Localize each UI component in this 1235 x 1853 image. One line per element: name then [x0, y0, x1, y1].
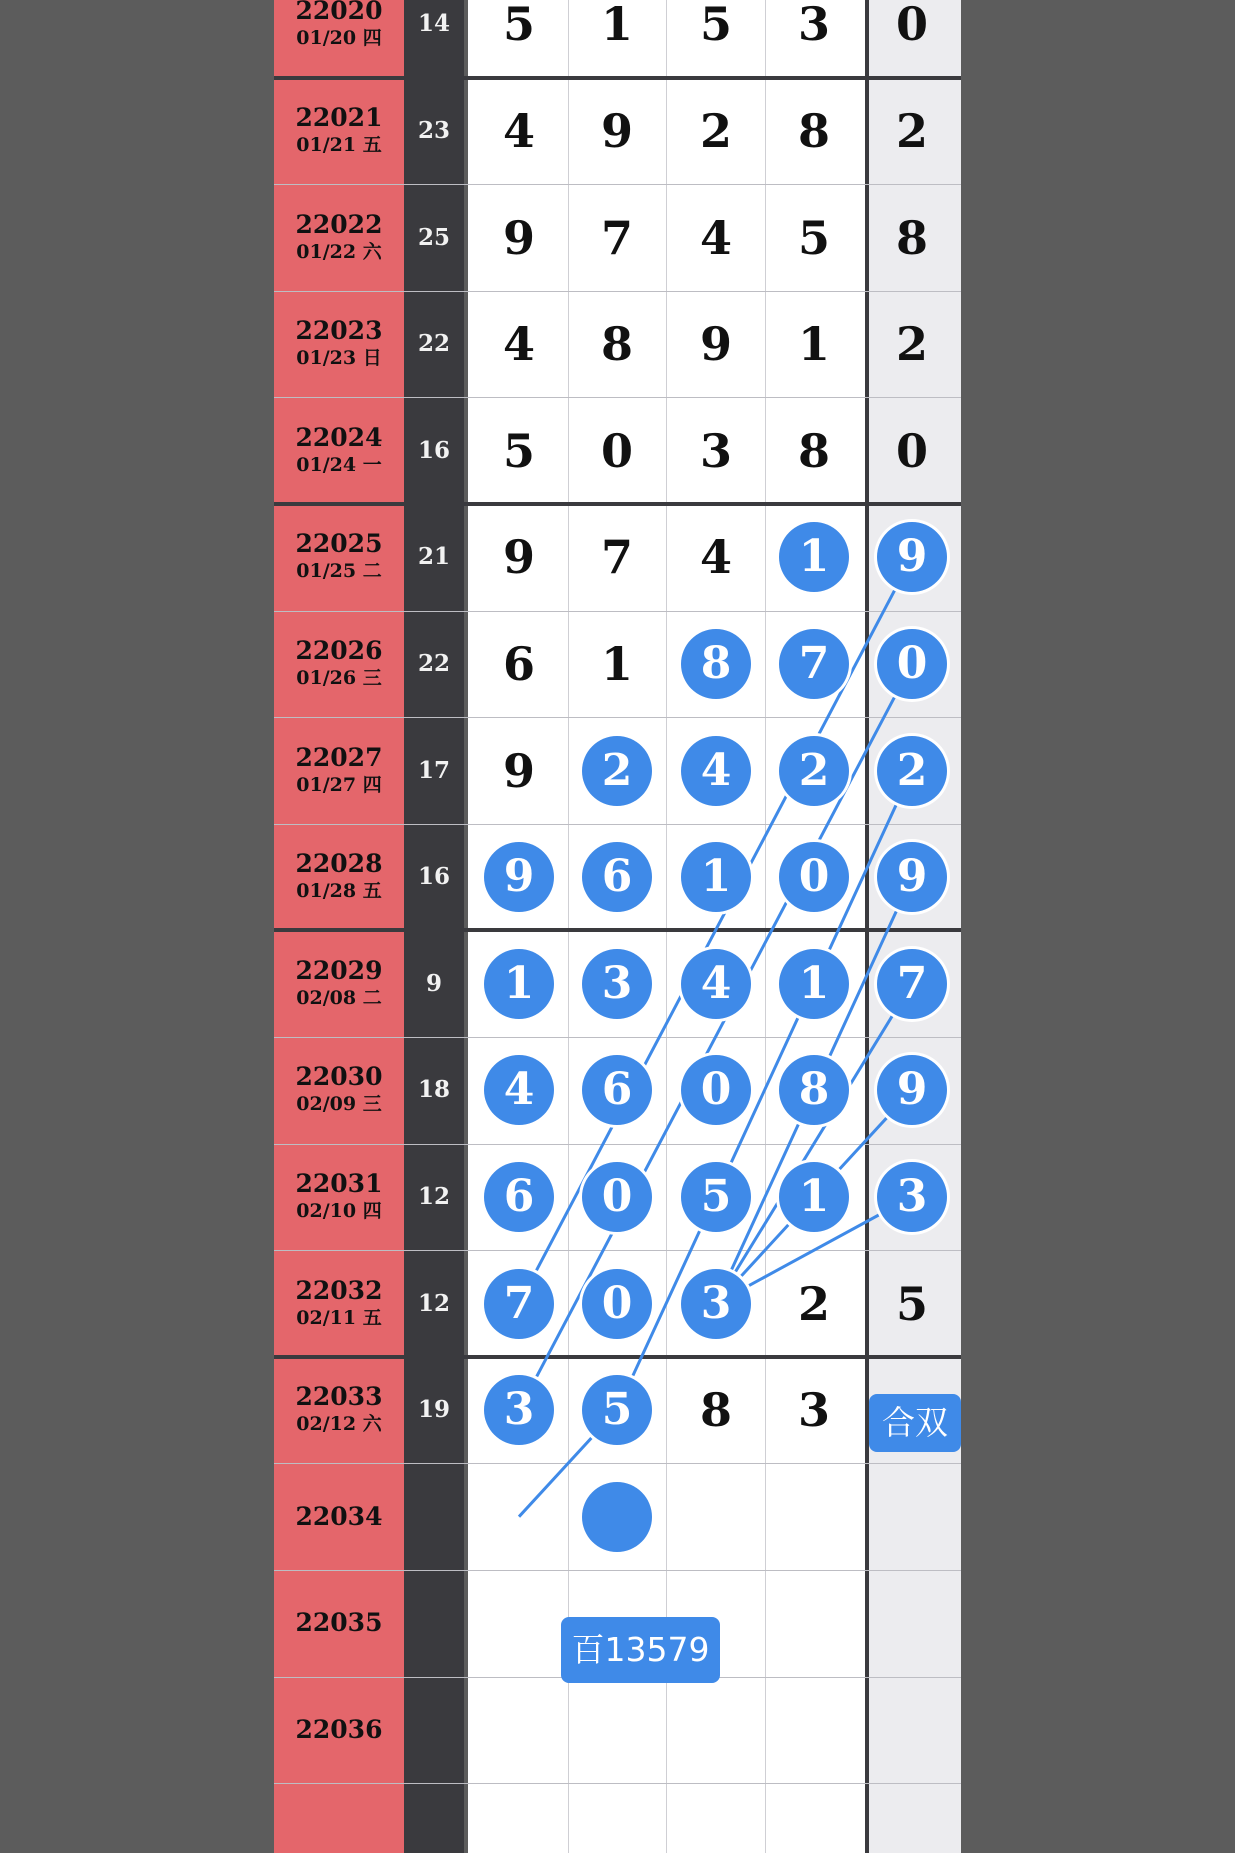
issue-date: 01/25 二 [296, 560, 382, 583]
issue-number: 22021 [295, 102, 383, 132]
digit-cell: 8 [600, 317, 633, 372]
digit-cell: 0 [600, 423, 633, 478]
sum-value: 12 [417, 1182, 450, 1210]
digit-cell: 9 [600, 103, 633, 158]
digit-ball: 9 [484, 842, 554, 912]
digit-ball: 1 [779, 949, 849, 1019]
digit-ball: 3 [582, 949, 652, 1019]
digit-cell: 3 [797, 0, 830, 52]
digit-ball: 5 [681, 1162, 751, 1232]
digit-ball: 6 [582, 842, 652, 912]
sum-value: 16 [417, 863, 450, 891]
digit-ball: 5 [582, 1375, 652, 1445]
tail-ball: 0 [877, 629, 947, 699]
tail-cell: 2 [895, 317, 928, 372]
digit-cell: 7 [600, 210, 633, 265]
issue-date: 01/20 四 [296, 27, 382, 50]
digit-cell: 8 [699, 1383, 732, 1438]
digit-cell: 1 [797, 317, 830, 372]
digit-ball: 3 [681, 1269, 751, 1339]
digit-cell: 4 [502, 317, 535, 372]
digit-cell: 9 [502, 210, 535, 265]
digit-ball: 1 [484, 949, 554, 1019]
digit-ball: 6 [582, 1055, 652, 1125]
issue-number: 22024 [295, 422, 383, 452]
issue-number: 22020 [295, 0, 383, 26]
sum-value: 17 [417, 756, 450, 784]
digit-cell: 6 [502, 636, 535, 691]
tail-cell: 8 [895, 210, 928, 265]
tail-cell: 2 [895, 103, 928, 158]
digit-cell: 2 [797, 1276, 830, 1331]
sum-value: 25 [417, 223, 450, 251]
digit-ball: 6 [484, 1162, 554, 1232]
issue-date: 01/28 五 [296, 880, 382, 903]
issue-number: 22026 [295, 635, 383, 665]
prediction-ball [582, 1482, 652, 1552]
sum-value: 9 [425, 969, 442, 997]
digit-ball: 1 [779, 1162, 849, 1232]
digit-ball: 2 [582, 736, 652, 806]
digit-cell: 4 [699, 210, 732, 265]
issue-date: 01/27 四 [296, 773, 382, 796]
digit-ball: 0 [582, 1162, 652, 1232]
tail-cell: 5 [895, 1276, 928, 1331]
issue-date: 02/10 四 [296, 1199, 382, 1222]
digit-ball: 1 [681, 842, 751, 912]
issue-date: 02/11 五 [296, 1306, 382, 1329]
issue-number: 22030 [295, 1062, 383, 1092]
sum-value: 23 [417, 116, 450, 144]
issue-number: 22023 [295, 316, 383, 346]
digit-cell: 1 [600, 0, 633, 52]
issue-number: 22027 [295, 742, 383, 772]
sum-value: 18 [417, 1076, 450, 1104]
digit-cell: 1 [600, 636, 633, 691]
digit-cell: 8 [797, 423, 830, 478]
digit-ball: 0 [681, 1055, 751, 1125]
digit-cell: 5 [699, 0, 732, 52]
digit-ball: 4 [484, 1055, 554, 1125]
digit-cell: 5 [502, 0, 535, 52]
digit-cell: 9 [502, 530, 535, 585]
tail-cell: 0 [895, 0, 928, 52]
digit-ball: 0 [779, 842, 849, 912]
issue-date: 01/24 一 [296, 453, 382, 476]
issue-date: 01/26 三 [296, 666, 382, 689]
digit-ball: 3 [484, 1375, 554, 1445]
tail-ball: 7 [877, 949, 947, 1019]
trend-line [716, 984, 912, 1304]
digit-cell: 7 [600, 530, 633, 585]
issue-number: 22032 [295, 1275, 383, 1305]
digit-ball: 0 [582, 1269, 652, 1339]
issue-number: 22033 [295, 1382, 383, 1412]
sum-value: 22 [417, 649, 450, 677]
digit-ball: 2 [779, 736, 849, 806]
issue-date: 01/21 五 [296, 133, 382, 156]
issue-date: 01/22 六 [296, 240, 382, 263]
issue-number: 22035 [295, 1608, 383, 1638]
trend-line [617, 771, 912, 1411]
sum-value: 21 [417, 543, 450, 571]
digit-cell: 3 [797, 1383, 830, 1438]
digit-cell: 3 [699, 423, 732, 478]
digit-ball: 1 [779, 522, 849, 592]
digit-ball: 7 [484, 1269, 554, 1339]
tail-tag: 合双 [869, 1394, 961, 1452]
digit-cell: 9 [699, 317, 732, 372]
digit-cell: 2 [699, 103, 732, 158]
issue-number: 22022 [295, 209, 383, 239]
tail-ball: 9 [877, 1055, 947, 1125]
sum-value: 12 [417, 1289, 450, 1317]
digit-ball: 4 [681, 736, 751, 806]
digit-ball: 7 [779, 629, 849, 699]
issue-number: 22034 [295, 1501, 383, 1531]
digit-ball: 8 [681, 629, 751, 699]
tail-ball: 2 [877, 736, 947, 806]
issue-number: 22029 [295, 955, 383, 985]
issue-date: 01/23 日 [296, 347, 382, 370]
digit-cell: 8 [797, 103, 830, 158]
issue-number: 22031 [295, 1168, 383, 1198]
sum-value: 16 [417, 436, 450, 464]
sum-value: 22 [417, 330, 450, 358]
issue-date: 02/08 二 [296, 986, 382, 1009]
tail-ball: 9 [877, 842, 947, 912]
digit-cell: 5 [502, 423, 535, 478]
issue-number: 22036 [295, 1714, 383, 1744]
tail-cell: 0 [895, 423, 928, 478]
digit-cell: 4 [699, 530, 732, 585]
tail-ball: 9 [877, 522, 947, 592]
issue-number: 22028 [295, 849, 383, 879]
digit-ball: 4 [681, 949, 751, 1019]
prediction-tag: 百13579 [561, 1617, 720, 1683]
issue-number: 22025 [295, 529, 383, 559]
tail-ball: 3 [877, 1162, 947, 1232]
sum-value: 19 [417, 1396, 450, 1424]
issue-date: 02/12 六 [296, 1413, 382, 1436]
digit-cell: 4 [502, 103, 535, 158]
digit-ball: 8 [779, 1055, 849, 1125]
sum-value: 14 [417, 10, 450, 38]
digit-cell: 5 [797, 210, 830, 265]
issue-date: 02/09 三 [296, 1093, 382, 1116]
digit-cell: 9 [502, 743, 535, 798]
